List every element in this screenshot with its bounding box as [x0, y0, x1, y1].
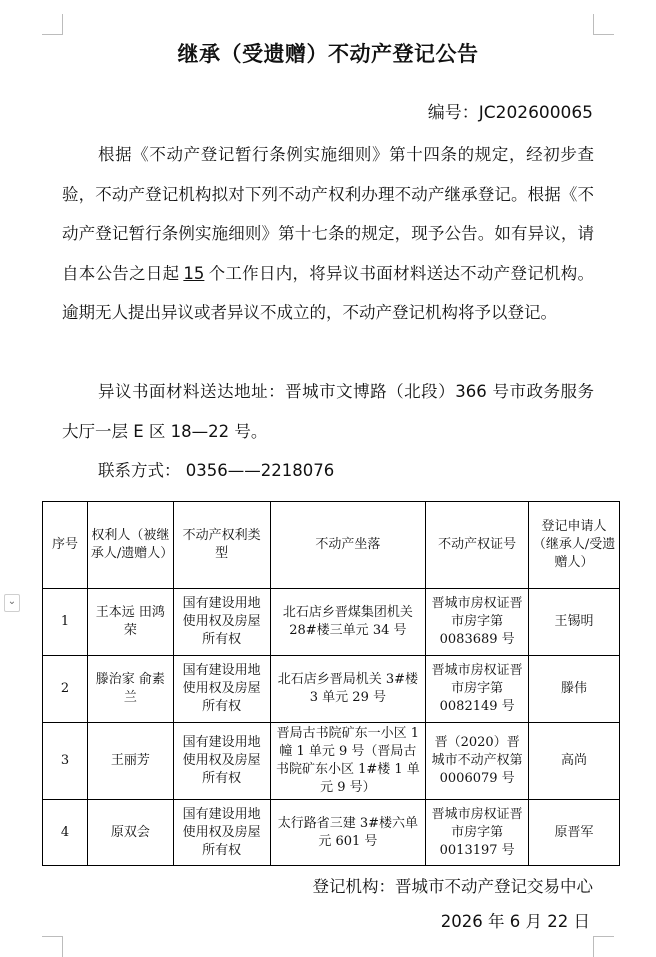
announcement-paragraph	[62, 135, 594, 333]
cell-location: 太行路省三建 3#楼六单元 601 号	[270, 800, 426, 866]
cell-no: 4	[43, 800, 88, 866]
cell-type: 国有建设用地使用权及房屋所有权	[173, 589, 270, 656]
paragraph-text-before: 根据《不动产登记暂行条例实施细则》第十四条的规定，经初步查验，不动产登记机构拟对下列不动产权利办理不动产继承登记。根据《不动产登记暂行条例实施细则》第十七条的规定，现予公告。如有异议，请自本公告之日起	[62, 145, 594, 283]
cell-no: 1	[43, 589, 88, 656]
header-owner: 权利人（被继承人/遗赠人）	[87, 502, 173, 589]
cell-type: 国有建设用地使用权及房屋所有权	[173, 656, 270, 723]
chevron-down-icon[interactable]: ⌄	[4, 594, 20, 612]
cell-applicant: 滕伟	[529, 656, 620, 723]
header-cert: 不动产权证号	[426, 502, 529, 589]
cell-no: 3	[43, 723, 88, 800]
registration-authority: 登记机构：晋城市不动产登记交易中心	[312, 877, 593, 896]
table-row	[43, 656, 620, 723]
header-type: 不动产权利类型	[173, 502, 270, 589]
cell-cert: 晋（2020）晋城市不动产权第 0006079 号	[426, 723, 529, 800]
cell-location: 北石店乡晋煤集团机关 28#楼三单元 34 号	[270, 589, 426, 656]
cell-owner: 滕治家 俞素兰	[87, 656, 173, 723]
cell-owner: 王丽芳	[87, 723, 173, 800]
announcement-date: 2026 年 6 月 22 日	[440, 912, 590, 931]
header-location: 不动产坐落	[270, 502, 426, 589]
objection-days: 15	[183, 263, 205, 283]
page-corner-mark-top-right	[593, 14, 614, 35]
table-header-row	[43, 502, 620, 589]
page-corner-mark-bottom-right	[593, 936, 614, 957]
cell-applicant: 王锡明	[529, 589, 620, 656]
cell-location: 晋局古书院矿东一小区 1 幢 1 单元 9 号（晋局古书院矿东小区 1#楼 1 单元 9 号）	[270, 723, 426, 800]
document-number: 编号：JC202600065	[427, 103, 593, 123]
paragraph-text-after: 个工作日内，将异议书面材料送达不动产登记机构。逾期无人提出异议或者异议不成立的，不动产登记机构将予以登记。	[62, 263, 595, 322]
objection-address: 异议书面材料送达地址：晋城市文博路（北段）366 号市政务服务大厅一层 E 区 18—22 号。	[62, 382, 594, 441]
cell-cert: 晋城市房权证晋市房字第 0013197 号	[426, 800, 529, 866]
cell-no: 2	[43, 656, 88, 723]
cell-applicant: 高尚	[529, 723, 620, 800]
table-row	[43, 723, 620, 800]
cell-location: 北石店乡晋局机关 3#楼 3 单元 29 号	[270, 656, 426, 723]
cell-type: 国有建设用地使用权及房屋所有权	[173, 723, 270, 800]
cell-cert: 晋城市房权证晋市房字第 0082149 号	[426, 656, 529, 723]
header-applicant: 登记申请人（继承人/受遗赠人）	[529, 502, 620, 589]
header-no: 序号	[43, 502, 88, 589]
page-corner-mark-bottom-left	[42, 936, 63, 957]
cell-owner: 王本远 田鸿荣	[87, 589, 173, 656]
cell-applicant: 原晋军	[529, 800, 620, 866]
table-row	[43, 800, 620, 866]
cell-type: 国有建设用地使用权及房屋所有权	[173, 800, 270, 866]
cell-cert: 晋城市房权证晋市房字第 0083689 号	[426, 589, 529, 656]
page-corner-mark-top-left	[42, 14, 63, 35]
cell-owner: 原双会	[87, 800, 173, 866]
page-title: 继承（受遗赠）不动产登记公告	[177, 42, 479, 66]
table-row	[43, 589, 620, 656]
property-table	[42, 501, 620, 866]
contact-info: 联系方式： 0356——2218076	[98, 461, 335, 480]
